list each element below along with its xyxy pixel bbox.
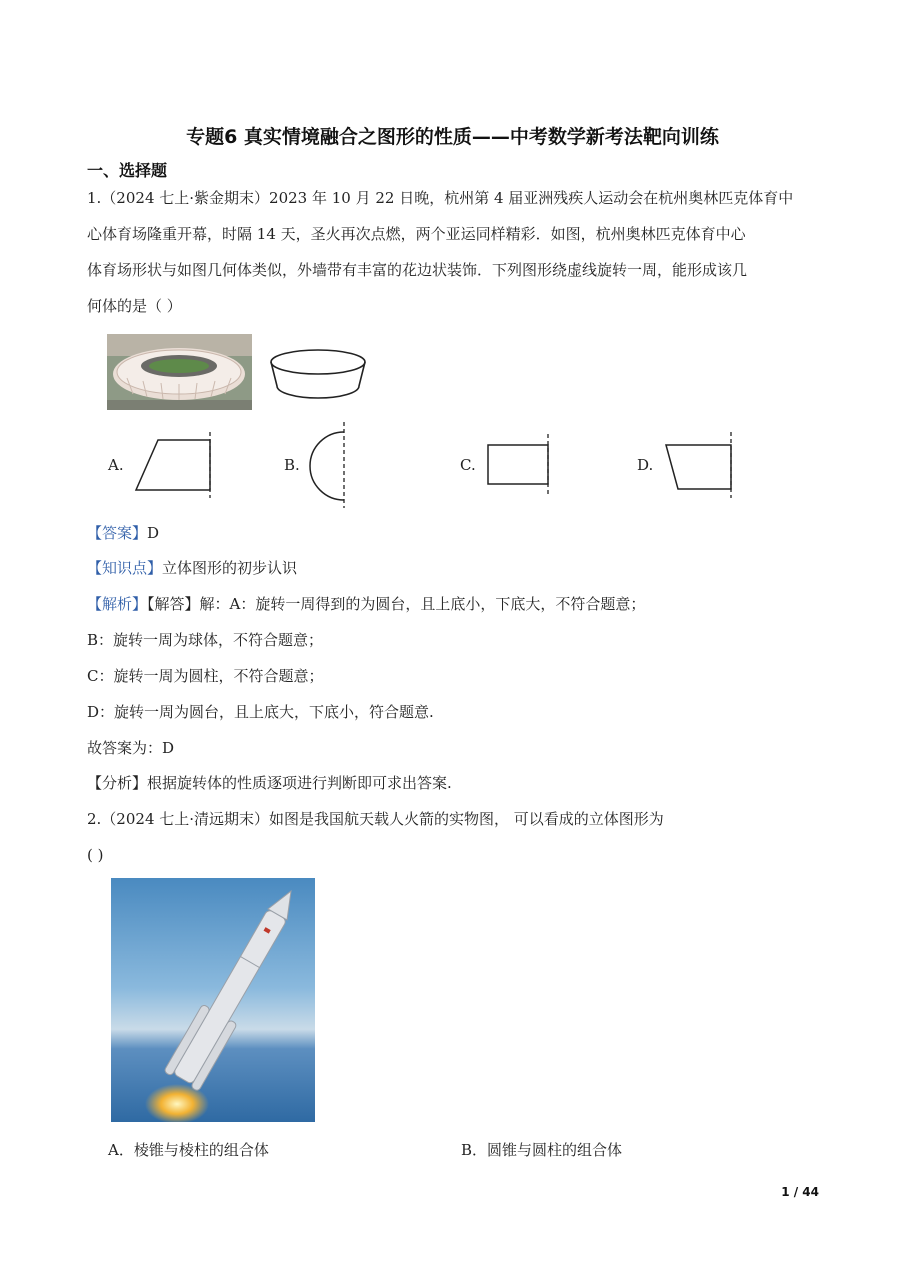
q2-option-a[interactable]: A．棱锥与棱柱的组合体 bbox=[108, 1141, 269, 1159]
q1-answer bbox=[87, 523, 159, 543]
q1-analysis bbox=[87, 594, 645, 614]
q1-option-b-figure bbox=[306, 420, 356, 510]
analysis-line-b: B：旋转一周为球体，不符合题意； bbox=[87, 631, 324, 649]
q1-option-a-figure bbox=[134, 430, 220, 500]
q1-line-1: 1.（2024 七上·紫金期末）2023 年 10 月 22 日晚，杭州第 4 届亚洲残疾人运动会在杭州奥林匹克体育中 bbox=[87, 189, 794, 207]
frustum-figure bbox=[266, 346, 370, 408]
rocket-photo bbox=[111, 878, 315, 1122]
q1-line-2: 心体育场隆重开幕，时隔 14 天，圣火再次点燃，两个亚运同样精彩．如图，杭州奥林匹克体育中心 bbox=[87, 225, 746, 243]
analysis-first-line: 【解答】解：A：旋转一周得到的为圆台，且上底小，下底大，不符合题意； bbox=[147, 595, 646, 613]
answer-tag: 【答案】 bbox=[87, 524, 148, 542]
q2-option-b[interactable]: B．圆锥与圆柱的组合体 bbox=[461, 1141, 623, 1159]
section-heading: 一、选择题 bbox=[87, 161, 168, 180]
q2-line-1: 2.（2024 七上·清远期末）如图是我国航天载人火箭的实物图， 可以看成的立体图形为 bbox=[87, 810, 664, 828]
knowledge-value: 立体图形的初步认识 bbox=[162, 559, 298, 577]
q1-line-3: 体育场形状与如图几何体类似，外墙带有丰富的花边状装饰．下列图形绕虚线旋转一周，能形成该几 bbox=[87, 261, 748, 279]
q1-option-a-label[interactable]: A. bbox=[108, 456, 124, 474]
q2-line-2: ( ) bbox=[87, 846, 104, 864]
q1-option-c-label[interactable]: C. bbox=[460, 456, 476, 474]
analysis-summary: 【分析】根据旋转体的性质逐项进行判断即可求出答案. bbox=[87, 774, 452, 792]
answer-value: D bbox=[147, 524, 160, 542]
knowledge-tag: 【知识点】 bbox=[87, 559, 163, 577]
analysis-tag: 【解析】 bbox=[87, 595, 148, 613]
final-answer-line: 故答案为：D bbox=[87, 739, 175, 757]
q1-knowledge bbox=[87, 558, 297, 578]
analysis-line-d: D：旋转一周为圆台，且上底大，下底小，符合题意. bbox=[87, 703, 434, 721]
page-number: 1 / 44 bbox=[781, 1185, 819, 1199]
stadium-photo bbox=[107, 334, 252, 410]
page-title: 专题6 真实情境融合之图形的性质——中考数学新考法靶向训练 bbox=[186, 126, 719, 148]
q1-option-d-label[interactable]: D. bbox=[637, 456, 654, 474]
q1-line-4: 何体的是（ ） bbox=[87, 297, 182, 315]
q1-option-d-figure bbox=[664, 430, 742, 500]
analysis-line-c: C：旋转一周为圆柱，不符合题意； bbox=[87, 667, 324, 685]
q1-option-c-figure bbox=[484, 432, 556, 496]
q1-option-b-label[interactable]: B. bbox=[284, 456, 300, 474]
